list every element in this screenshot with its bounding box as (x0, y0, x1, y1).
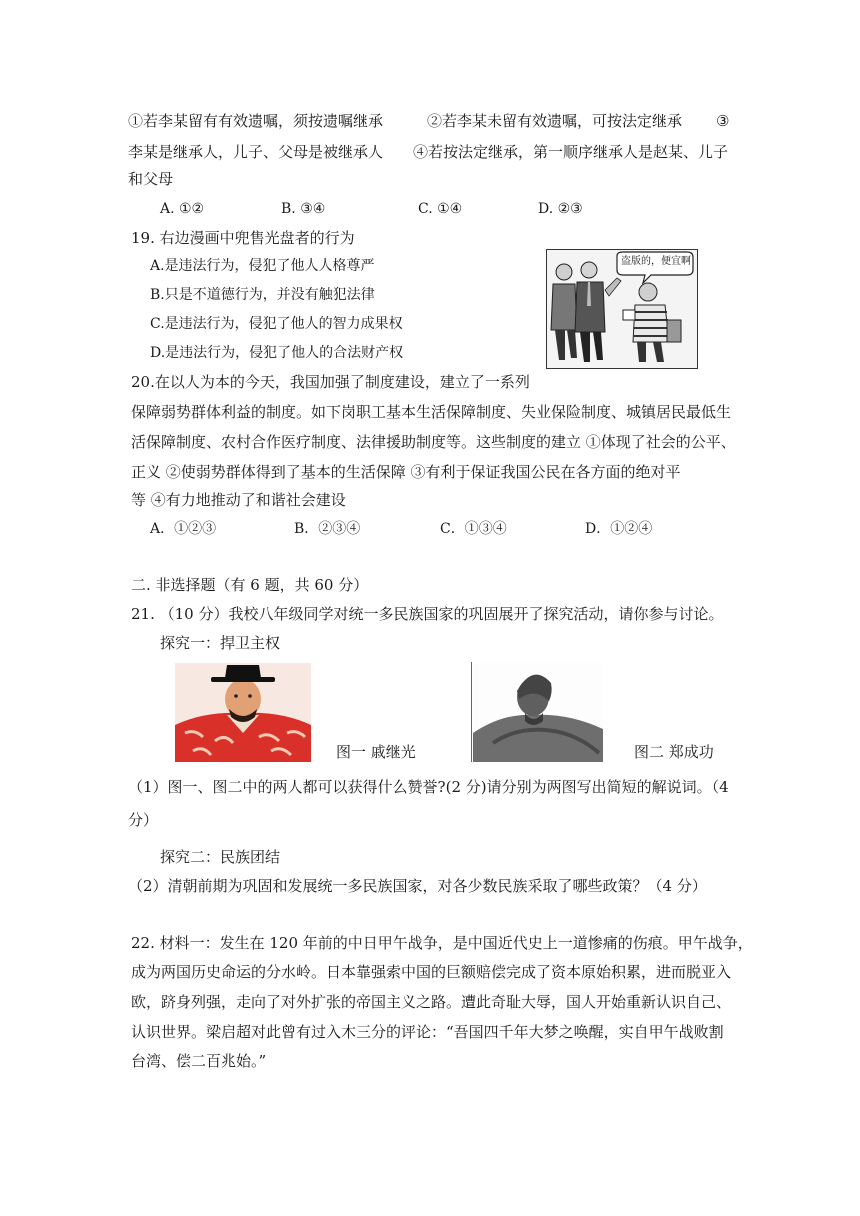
q18-statement-4: ④若按法定继承，第一顺序继承人是赵某、儿子 (413, 143, 729, 161)
q20-option-c: C．①③④ (440, 521, 507, 537)
q20-line-4: 正义 ②使弱势群体得到了基本的生活保障 ③有利于保证我国公民在各方面的绝对平 (131, 463, 681, 481)
q22-material-line-1: 22. 材料一：发生在 120 年前的中日甲午战争，是中国近代史上一道惨痛的伤痕。甲午战争， (131, 934, 753, 952)
q20-line-2: 保障弱势群体利益的制度。如下岗职工基本生活保障制度、失业保险制度、城镇居民最低生 (131, 403, 732, 421)
q21-subquestion-2: （2）清朝前期为巩固和发展统一多民族国家，对各少数民族采取了哪些政策？（4 分） (128, 877, 707, 895)
q18-statement-2: ②若李某未留有效遗嘱，可按法定继承 (427, 112, 683, 130)
q18-option-c: C. ①④ (418, 201, 463, 217)
q21-stem: 21. （10 分）我校八年级同学对统一多民族国家的巩固展开了探究活动，请你参与讨论。 (131, 605, 724, 623)
figure-1-caption: 图一 戚继光 (336, 743, 416, 761)
q19-cartoon (546, 249, 698, 369)
q22-material-line-5: 台湾、偿二百兆始。” (131, 1052, 267, 1070)
q20-line-3: 活保障制度、农村合作医疗制度、法律援助制度等。这些制度的建立 ①体现了社会的公平、 (131, 433, 736, 451)
q19-option-d: D.是违法行为，侵犯了他人的合法财产权 (150, 345, 404, 361)
q21-explore-1: 探究一：捍卫主权 (160, 634, 281, 652)
statue-illustration (473, 663, 603, 762)
q22-material-line-2: 成为两国历史命运的分水岭。日本靠强索中国的巨额赔偿完成了资本原始积累，进而脱亚入 (131, 963, 732, 981)
q18-option-a: A. ①② (160, 201, 205, 217)
q21-subquestion-1: （1）图一、图二中的两人都可以获得什么赞誉?(2 分)请分别为两图写出简短的解说词。（4 (128, 778, 729, 796)
portrait-illustration (175, 663, 311, 762)
section-2-title: 二. 非选择题（有 6 题，共 60 分） (131, 576, 369, 594)
q22-material-line-4: 认识世界。梁启超对此曾有过入木三分的评论：“吾国四千年大梦之唤醒，实自甲午战败割 (131, 1023, 724, 1041)
q22-material-line-3: 欧，跻身列强，走向了对外扩张的帝国主义之路。遭此奇耻大辱，国人开始重新认识自己、 (131, 993, 732, 1011)
figure-zheng-chenggong (473, 663, 603, 762)
q20-line-1: 20.在以人为本的今天，我国加强了制度建设，建立了一系列 (131, 373, 530, 391)
q20-option-d: D．①②④ (585, 521, 653, 537)
figure-divider (471, 662, 472, 762)
q18-option-d: D. ②③ (538, 201, 583, 217)
cartoon-speech-text: 盗版的，便宜啊 (621, 256, 691, 267)
q19-option-c: C.是违法行为，侵犯了他人的智力成果权 (150, 316, 403, 332)
q18-statement-4-cont: 和父母 (128, 170, 174, 188)
q18-option-b: B. ③④ (281, 201, 326, 217)
q21-subquestion-1-cont: 分） (128, 811, 159, 829)
figure-2-caption: 图二 郑成功 (634, 743, 714, 761)
q18-statement-3-marker: ③ (716, 112, 730, 130)
q19-stem: 19. 右边漫画中兜售光盘者的行为 (131, 229, 355, 247)
q18-statement-1: ①若李某留有有效遗嘱，须按遗嘱继承 (128, 112, 384, 130)
q19-option-b: B.只是不道德行为，并没有触犯法律 (150, 287, 375, 303)
q20-option-a: A．①②③ (150, 521, 217, 537)
q21-explore-2: 探究二：民族团结 (160, 848, 281, 866)
q19-option-a: A.是违法行为，侵犯了他人人格尊严 (150, 258, 375, 274)
q20-line-5: 等 ④有力地推动了和谐社会建设 (131, 491, 346, 509)
q20-option-b: B．②③④ (294, 521, 361, 537)
q18-statement-3: 李某是继承人，儿子、父母是被继承人 (128, 143, 384, 161)
figure-qi-jiguang (175, 663, 311, 762)
